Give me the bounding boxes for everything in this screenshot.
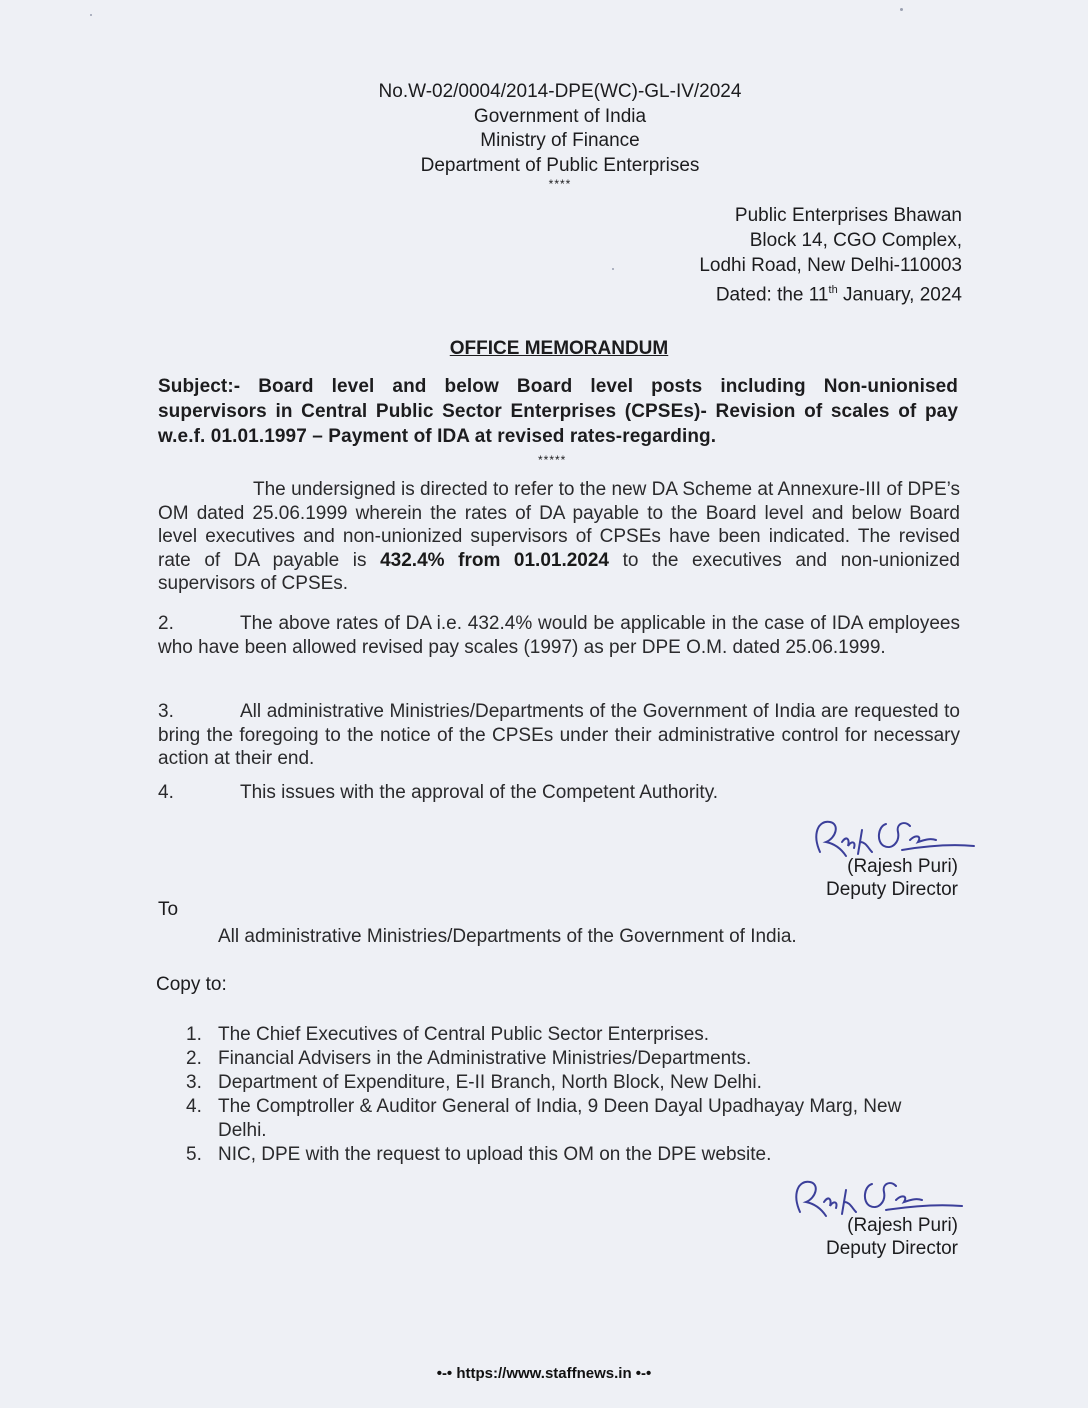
document-header bbox=[300, 80, 820, 190]
to-label: To bbox=[158, 899, 179, 920]
scan-speck bbox=[90, 14, 92, 16]
paragraph-2-text: The above rates of DA i.e. 432.4% would be applicable in the case of IDA employees who have been allowed revised pay scales (1997) as per DPE O.M. dated 25.06.1999. bbox=[158, 613, 960, 658]
list-item-text: The Comptroller & Auditor General of India, 9 Deen Dayal Upadhayay Marg, New Delhi. bbox=[218, 1096, 902, 1141]
paragraph-3 bbox=[158, 700, 960, 771]
ministry-name: Ministry of Finance bbox=[480, 130, 640, 151]
date-prefix: Dated: the 11 bbox=[715, 284, 829, 306]
list-item-text: The Chief Executives of Central Public Sector Enterprises. bbox=[218, 1024, 710, 1045]
subject-stars: ***** bbox=[538, 453, 567, 467]
copy-to-label: Copy to: bbox=[156, 974, 227, 995]
list-item bbox=[186, 1143, 946, 1167]
signatory-designation: Deputy Director bbox=[826, 1238, 958, 1259]
government-name: Government of India bbox=[473, 105, 647, 127]
department-name: Department of Public Enterprises bbox=[420, 154, 700, 176]
memo-subject: Subject:- Board level and below Board level posts including Non-unionised supervisors in Central Public Sector Enterprises (CPSEs)- Revision of scales of pay w.e.f. 01.01.1997 – Payment of IDA at revised rates-regarding. bbox=[158, 376, 958, 447]
address-line-3: Lodhi Road, New Delhi-110003 bbox=[699, 255, 962, 276]
list-item bbox=[186, 1023, 946, 1047]
reference-number: No.W-02/0004/2014-DPE(WC)-GL-IV/2024 bbox=[378, 81, 742, 102]
header-stars: **** bbox=[548, 177, 572, 191]
paragraph-1-text: The undersigned is directed to refer to the new DA Scheme at Annexure-III of DPE’s OM dated 25.06.1999 wherein the rates of DA payable to the Board level and below Board level executives and non-unionized supervisors of CPSEs have been indicated. The revised rate of DA payable is bbox=[158, 479, 960, 571]
list-item bbox=[186, 1071, 946, 1095]
list-item-number: 4. bbox=[186, 1096, 202, 1117]
paragraph-1 bbox=[158, 478, 960, 596]
list-item-text: Department of Expenditure, E-II Branch, North Block, New Delhi. bbox=[218, 1072, 762, 1093]
date-suffix: January, 2024 bbox=[837, 284, 962, 306]
document-date bbox=[699, 278, 962, 307]
address-line-2: Block 14, CGO Complex, bbox=[749, 230, 962, 251]
copy-to-list bbox=[186, 1023, 946, 1167]
signatory-name: (Rajesh Puri) bbox=[847, 856, 958, 877]
paragraph-number: 3. bbox=[158, 701, 174, 722]
list-item-number: 5. bbox=[186, 1144, 202, 1165]
paragraph-number: 2. bbox=[158, 613, 174, 634]
date-superscript: th bbox=[828, 284, 838, 296]
scan-speck bbox=[900, 8, 903, 11]
paragraph-4 bbox=[158, 781, 960, 805]
list-item-text: NIC, DPE with the request to upload this OM on the DPE website. bbox=[218, 1144, 772, 1165]
paragraph-1-highlight: 432.4% from 01.01.2024 bbox=[380, 549, 610, 571]
list-item bbox=[186, 1095, 946, 1143]
list-item-number: 3. bbox=[186, 1072, 202, 1093]
signature-block-2 bbox=[826, 1214, 958, 1260]
paragraph-1-text-end: to the executives and non-unionized supervisors of CPSEs. bbox=[158, 549, 960, 594]
office-address bbox=[699, 203, 962, 307]
signatory-name: (Rajesh Puri) bbox=[847, 1215, 958, 1236]
paragraph-3-text: All administrative Ministries/Departments of the Government of India are requested to bring the foregoing to the notice of the CPSEs under their administrative control for necessary action at their end. bbox=[158, 701, 960, 769]
paragraph-4-text: This issues with the approval of the Competent Authority. bbox=[240, 782, 719, 803]
list-item bbox=[186, 1047, 946, 1071]
signatory-designation: Deputy Director bbox=[826, 879, 958, 900]
paragraph-2 bbox=[158, 612, 960, 659]
scan-speck bbox=[612, 268, 614, 270]
to-recipient: All administrative Ministries/Departments of the Government of India. bbox=[218, 926, 797, 947]
address-line-1: Public Enterprises Bhawan bbox=[734, 205, 962, 226]
signature-block-1 bbox=[826, 855, 958, 901]
list-item-text: Financial Advisers in the Administrative Ministries/Departments. bbox=[218, 1048, 752, 1069]
list-item-number: 1. bbox=[186, 1024, 202, 1045]
footer-watermark-link[interactable]: •-• https://www.staffnews.in •-• bbox=[436, 1365, 652, 1382]
memo-title: OFFICE MEMORANDUM bbox=[449, 338, 669, 359]
paragraph-number: 4. bbox=[158, 782, 174, 803]
list-item-number: 2. bbox=[186, 1048, 202, 1069]
